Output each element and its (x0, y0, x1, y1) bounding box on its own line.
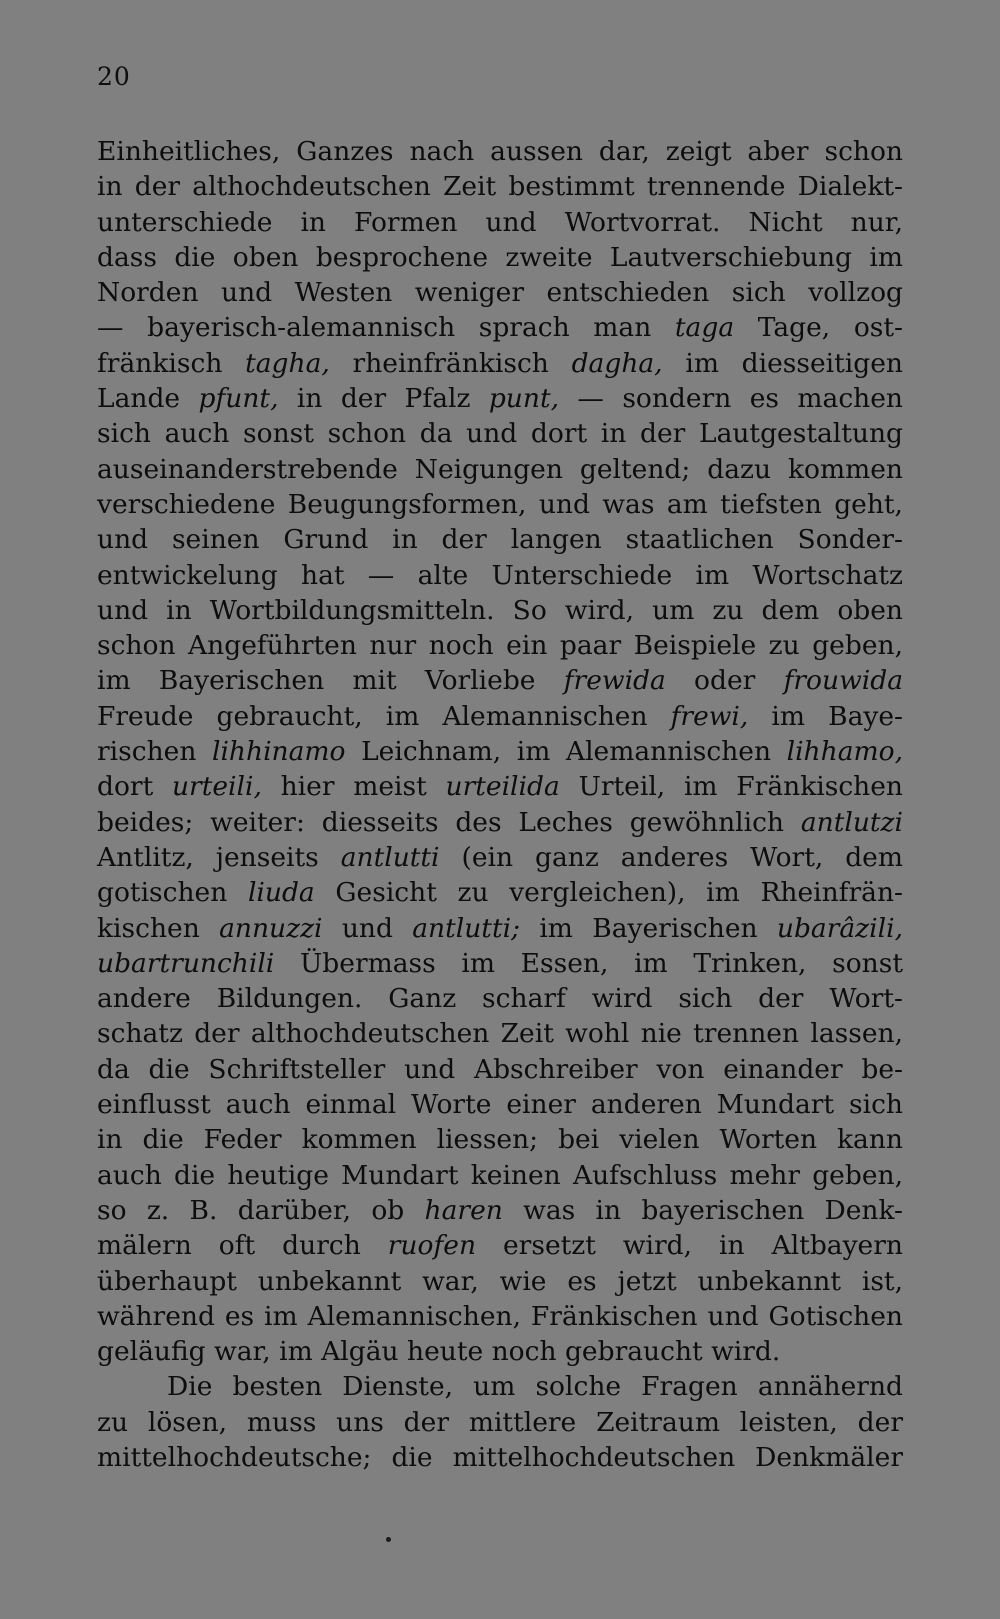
italic-term: tagha, (245, 347, 330, 379)
text-line (97, 911, 903, 946)
text-run: rheinfränkisch (329, 347, 572, 379)
text-run: in die Feder kommen liessen; bei vielen Worten kann (97, 1124, 903, 1156)
text-run: dass die oben besprochene zweite Lautverschiebung im (97, 241, 903, 273)
text-line (97, 452, 903, 487)
italic-term: ubarâzili, (776, 912, 903, 944)
text-run: andere Bildungen. Ganz scharf wird sich der Wort- (97, 983, 903, 1015)
page-number: 20 (97, 62, 131, 91)
text-line (97, 558, 903, 593)
text-run: hier meist (261, 771, 446, 803)
italic-term: frewida (563, 665, 666, 697)
body-text (97, 134, 903, 1475)
text-run: gotischen (97, 877, 248, 909)
text-line (97, 1405, 903, 1440)
text-line (97, 805, 903, 840)
text-run: dort (97, 771, 172, 803)
text-run: auch die heutige Mundart keinen Aufschluss mehr geben, (97, 1159, 903, 1191)
text-run: — sondern es machen (559, 383, 903, 415)
text-run: Tage, ost- (734, 312, 903, 344)
italic-term: annuzzi (219, 912, 323, 944)
text-run: im diesseitigen (662, 347, 903, 379)
text-run: Urteil, im Fränkischen (559, 771, 903, 803)
italic-term: frewi, (670, 700, 749, 732)
text-run: Die besten Dienste, um solche Fragen annähernd (167, 1371, 903, 1403)
text-run: Antlitz, jenseits (97, 841, 341, 873)
text-line (97, 1264, 903, 1299)
text-line (97, 169, 903, 204)
italic-term: urteili, (171, 771, 262, 803)
text-line (97, 593, 903, 628)
text-run: entwickelung hat — alte Unterschiede im Wortschatz (97, 559, 903, 591)
text-line (97, 1440, 903, 1475)
text-run: in der althochdeutschen Zeit bestimmt trennende Dialekt- (97, 171, 903, 203)
italic-term: liuda (247, 877, 315, 909)
text-run: rischen (97, 736, 212, 768)
text-line (97, 1052, 903, 1087)
text-line (97, 240, 903, 275)
text-line (97, 663, 903, 698)
text-line (97, 1087, 903, 1122)
italic-term: antlutzi (800, 806, 903, 838)
text-line (97, 1369, 903, 1404)
text-line (97, 416, 903, 451)
text-run: Gesicht zu vergleichen), im Rheinfrän- (314, 877, 903, 909)
italic-term: urteilida (445, 771, 560, 803)
text-run: Norden und Westen weniger entschieden sich vollzog (97, 277, 903, 309)
italic-term: ruofen (387, 1230, 477, 1262)
text-run: mittelhochdeutsche; die mittelhochdeutschen Denkmäler (97, 1441, 903, 1473)
text-run: Übermass im Essen, im Trinken, sonst (274, 947, 903, 979)
italic-term: taga (674, 312, 735, 344)
italic-term: lihhamo, (786, 736, 903, 768)
italic-term: pfunt, (198, 383, 279, 415)
text-run: im Bayerischen mit Vorliebe (97, 665, 564, 697)
text-run: und in Wortbildungsmitteln. So wird, um zu dem oben (97, 594, 903, 626)
text-run: geläufig war, im Algäu heute noch gebraucht wird. (97, 1336, 781, 1368)
text-run: ersetzt wird, in Altbayern (476, 1230, 903, 1262)
text-run: so z. B. darüber, ob (97, 1194, 425, 1226)
text-run: beides; weiter: diesseits des Leches gewöhnlich (97, 806, 801, 838)
italic-term: lihhinamo (211, 736, 346, 768)
text-line (97, 1334, 903, 1369)
text-line (97, 840, 903, 875)
text-line (97, 699, 903, 734)
text-line (97, 1158, 903, 1193)
italic-term: dagha, (571, 347, 663, 379)
text-run: da die Schriftsteller und Abschreiber von einander be- (97, 1053, 903, 1085)
text-line (97, 1193, 903, 1228)
text-run: zu lösen, muss uns der mittlere Zeitraum leisten, der (97, 1406, 903, 1438)
text-run: unterschiede in Formen und Wortvorrat. Nicht nur, (97, 206, 903, 238)
text-line (97, 628, 903, 663)
text-line (97, 134, 903, 169)
italic-term: punt, (488, 383, 560, 415)
text-run: mälern oft durch (97, 1230, 388, 1262)
text-run: während es im Alemannischen, Fränkischen und Gotischen (97, 1300, 903, 1332)
text-run: einflusst auch einmal Worte einer anderen Mundart sich (97, 1089, 903, 1121)
text-run: Lande (97, 383, 199, 415)
text-run: auseinanderstrebende Neigungen geltend; dazu kommen (97, 453, 903, 485)
text-line (97, 981, 903, 1016)
text-line (97, 346, 903, 381)
italic-term: antlutti; (412, 912, 521, 944)
text-line (97, 1016, 903, 1051)
text-line (97, 769, 903, 804)
text-run: überhaupt unbekannt war, wie es jetzt unbekannt ist, (97, 1265, 903, 1297)
text-line (97, 381, 903, 416)
text-run: im Bayerischen (520, 912, 777, 944)
text-run: Leichnam, im Alemannischen (345, 736, 787, 768)
text-line (97, 205, 903, 240)
text-run: verschiedene Beugungsformen, und was am tiefsten geht, (97, 488, 903, 520)
text-run: fränkisch (97, 347, 246, 379)
text-run: was in bayerischen Denk- (502, 1194, 903, 1226)
text-line (97, 310, 903, 345)
text-run: in der Pfalz (278, 383, 489, 415)
text-line (97, 875, 903, 910)
italic-term: antlutti (340, 841, 440, 873)
text-line (97, 734, 903, 769)
text-line (97, 1299, 903, 1334)
italic-term: frouwida (783, 665, 903, 697)
text-line (97, 946, 903, 981)
printer-mark (386, 1537, 391, 1542)
text-run: Einheitliches, Ganzes nach aussen dar, zeigt aber schon (97, 136, 903, 167)
text-run: sich auch sonst schon da und dort in der Lautgestaltung (97, 418, 903, 450)
text-line (97, 1122, 903, 1157)
text-run: kischen (97, 912, 220, 944)
text-run: oder (665, 665, 784, 697)
text-run: im Baye- (748, 700, 903, 732)
text-run: schon Angeführten nur noch ein paar Beispiele zu geben, (97, 630, 903, 662)
text-line (97, 487, 903, 522)
italic-term: ubartrunchili (97, 947, 275, 979)
text-run: (ein ganz anderes Wort, dem (439, 841, 903, 873)
text-run: und (322, 912, 413, 944)
text-run: Freude gebraucht, im Alemannischen (97, 700, 671, 732)
text-run: schatz der althochdeutschen Zeit wohl nie trennen lassen, (97, 1018, 903, 1050)
text-run: — bayerisch-alemannisch sprach man (97, 312, 675, 344)
text-run: und seinen Grund in der langen staatlichen Sonder- (97, 524, 903, 556)
text-line (97, 1228, 903, 1263)
text-line (97, 275, 903, 310)
text-line (97, 522, 903, 557)
italic-term: haren (424, 1194, 503, 1226)
